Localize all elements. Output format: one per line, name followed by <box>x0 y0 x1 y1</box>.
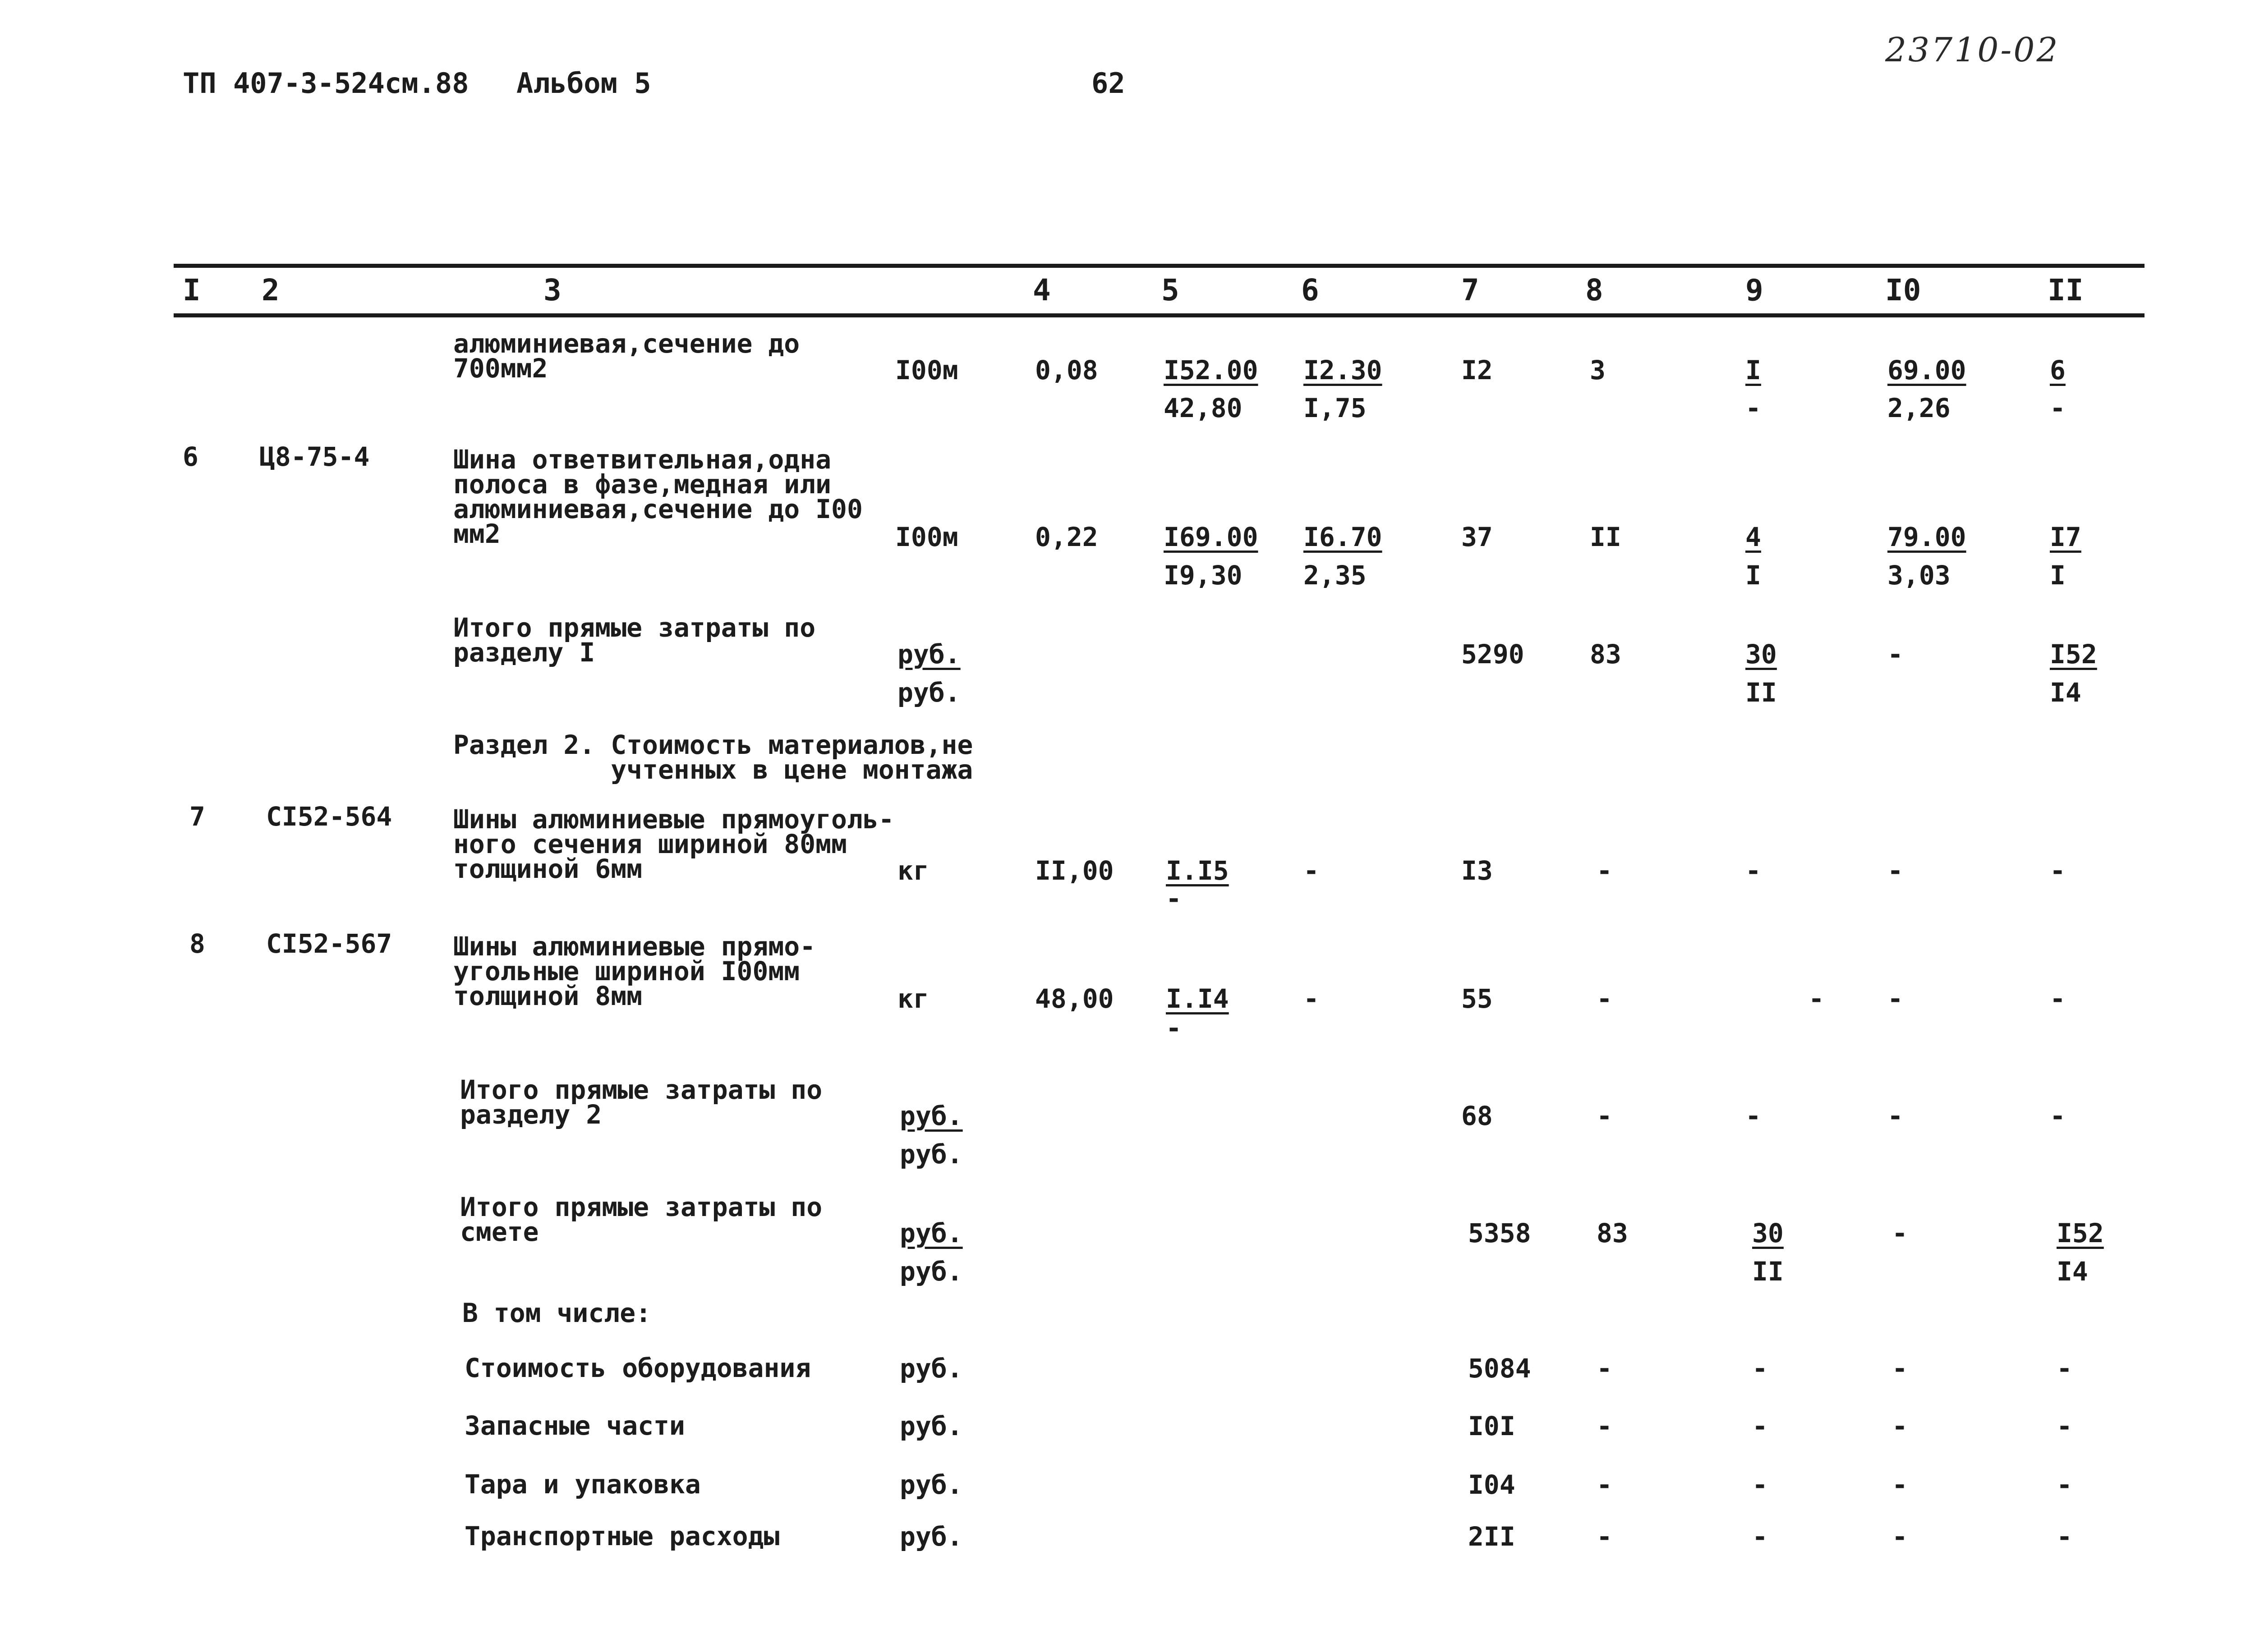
unit-cost-wage-cell: I9,30 <box>1164 560 1243 591</box>
labor-unit-cell: - <box>1887 639 1903 670</box>
unit-cell: руб. <box>900 1101 963 1131</box>
wage-cell: 3 <box>1590 355 1606 385</box>
wage-cell: - <box>1597 1521 1612 1552</box>
wage-cell: II <box>1590 522 1621 552</box>
labor-total-cell: I52 <box>2057 1218 2104 1248</box>
wage-cell: - <box>1597 855 1612 886</box>
unit-cost-wage-cell: - <box>1166 1013 1182 1043</box>
machine-total-cell: - <box>1752 1469 1768 1500</box>
labor-unit-cell: - <box>1892 1521 1908 1552</box>
unit-cell: кг <box>897 855 929 886</box>
labor-total-mach-cell: - <box>2050 393 2066 423</box>
wage-cell: - <box>1597 1469 1612 1500</box>
unit-cell: руб. <box>900 1256 963 1287</box>
total-cost-cell: 5084 <box>1468 1353 1531 1384</box>
machine-total-cell: - <box>1752 1411 1768 1441</box>
unit-cell: руб. <box>897 677 961 708</box>
section-heading: Раздел 2. Стоимость материалов,не учтенных в цене монтажа <box>453 730 973 785</box>
machine-total-cell: 30 <box>1752 1218 1784 1248</box>
unit-cell: I00м <box>895 355 958 385</box>
row-number: 7 <box>189 801 205 832</box>
column-header: I <box>183 273 201 307</box>
labor-unit-cell: - <box>1887 983 1903 1014</box>
column-header: 8 <box>1585 273 1603 307</box>
subtotal-label: Итого прямые затраты по смете <box>460 1192 823 1247</box>
including-label: В том числе: <box>462 1298 652 1328</box>
unit-cell: руб. <box>900 1469 963 1500</box>
subtotal-label: Итого прямые затраты по разделу I <box>453 612 816 668</box>
table-top-rule <box>174 264 2145 268</box>
labor-unit-cell: - <box>1892 1469 1908 1500</box>
wage-cell: 83 <box>1590 639 1621 670</box>
machine-total-cell: - <box>1745 1101 1761 1131</box>
unit-cell: руб. <box>900 1139 963 1170</box>
machine-total-wage-cell: - <box>1745 393 1761 423</box>
total-cost-cell: 2II <box>1468 1521 1515 1552</box>
document-code: ТП 407-3-524см.88 <box>183 67 469 100</box>
unit-cell: руб. <box>900 1218 963 1248</box>
column-header: 5 <box>1161 273 1179 307</box>
item-description: Шины алюминиевые прямо- угольные шириной I00мм толщиной 8мм <box>453 931 816 1011</box>
labor-total-cell: - <box>2050 855 2066 886</box>
wage-cell: 83 <box>1597 1218 1628 1248</box>
labor-total-cell: - <box>2057 1353 2072 1384</box>
labor-unit-cell: - <box>1887 855 1903 886</box>
total-cost-cell: I0I <box>1468 1411 1515 1441</box>
unit-cost-wage-cell: - <box>1166 883 1182 914</box>
labor-unit-cell: - <box>1892 1353 1908 1384</box>
row-number: 6 <box>183 441 198 472</box>
unit-cost-cell: I.I4 <box>1166 983 1229 1014</box>
total-cost-cell: 55 <box>1461 983 1493 1014</box>
subtotal-label: Итого прямые затраты по разделу 2 <box>460 1074 823 1130</box>
item-description: Тара и упаковка <box>465 1469 701 1500</box>
item-description: Транспортные расходы <box>465 1521 780 1551</box>
machine-total-wage-cell: II <box>1745 677 1777 708</box>
machine-cost-cell: - <box>1303 855 1319 886</box>
item-description: Стоимость оборудования <box>465 1353 811 1383</box>
unit-cost-cell: I52.00 <box>1164 355 1258 385</box>
labor-total-cell: 6 <box>2050 355 2066 385</box>
labor-unit-cell: - <box>1892 1411 1908 1441</box>
labor-total-cell: I7 <box>2050 522 2081 552</box>
table-header-rule <box>174 313 2145 317</box>
price-code: СI52-567 <box>266 928 392 959</box>
labor-total-cell: - <box>2057 1411 2072 1441</box>
column-header: 4 <box>1033 273 1051 307</box>
wage-cell: - <box>1597 983 1612 1014</box>
quantity-cell: 0,22 <box>1035 522 1098 552</box>
labor-total-cell: - <box>2050 1101 2066 1131</box>
column-header: I0 <box>1885 273 1921 307</box>
labor-unit-cell: - <box>1892 1218 1908 1248</box>
unit-cost-cell: I69.00 <box>1164 522 1258 552</box>
machine-total-cell: - <box>1752 1521 1768 1552</box>
machine-total-cell: 4 <box>1745 522 1761 552</box>
total-cost-cell: 5358 <box>1468 1218 1531 1248</box>
machine-total-cell: - <box>1745 855 1761 886</box>
total-cost-cell: 37 <box>1461 522 1493 552</box>
unit-cell: руб. <box>900 1353 963 1384</box>
machine-wage-cell: 2,35 <box>1303 560 1367 591</box>
album-label: Альбом 5 <box>516 67 651 100</box>
item-description: Шина ответвительная,одна полоса в фазе,медная или алюминиевая,сечение до I00 мм2 <box>453 444 863 549</box>
item-description: алюминиевая,сечение до 700мм2 <box>453 328 800 384</box>
quantity-cell: 48,00 <box>1035 983 1114 1014</box>
machine-wage-cell: I,75 <box>1303 393 1367 423</box>
labor-total-cell: - <box>2057 1521 2072 1552</box>
total-cost-cell: I2 <box>1461 355 1493 385</box>
unit-cell: кг <box>897 983 929 1014</box>
labor-total-mach-cell: I4 <box>2057 1256 2088 1287</box>
column-header: 2 <box>262 273 280 307</box>
labor-total-cell: - <box>2057 1469 2072 1500</box>
labor-total-cell: - <box>2050 983 2066 1014</box>
archive-stamp: 23710-02 <box>1885 31 2060 69</box>
unit-cell: руб. <box>900 1521 963 1552</box>
price-code: СI52-564 <box>266 801 392 832</box>
labor-unit-mach-cell: 2,26 <box>1887 393 1951 423</box>
labor-unit-mach-cell: 3,03 <box>1887 560 1951 591</box>
unit-cell: I00м <box>895 522 958 552</box>
labor-unit-cell: 69.00 <box>1887 355 1966 385</box>
column-header: II <box>2048 273 2084 307</box>
labor-total-mach-cell: I <box>2050 560 2066 591</box>
machine-total-cell: I <box>1745 355 1761 385</box>
quantity-cell: 0,08 <box>1035 355 1098 385</box>
total-cost-cell: I04 <box>1468 1469 1515 1500</box>
machine-cost-cell: I2.30 <box>1303 355 1382 385</box>
total-cost-cell: 5290 <box>1461 639 1524 670</box>
labor-total-mach-cell: I4 <box>2050 677 2081 708</box>
page-number: 62 <box>1091 67 1125 100</box>
price-code: Ц8-75-4 <box>259 441 370 472</box>
labor-total-cell: I52 <box>2050 639 2097 670</box>
machine-total-wage-cell: I <box>1745 560 1761 591</box>
column-header: 7 <box>1461 273 1479 307</box>
unit-cell: руб. <box>900 1411 963 1441</box>
machine-total-cell: - <box>1752 1353 1768 1384</box>
labor-unit-cell: - <box>1887 1101 1903 1131</box>
column-header: 3 <box>543 273 561 307</box>
unit-cell: руб. <box>897 639 961 670</box>
machine-total-cell: 30 <box>1745 639 1777 670</box>
machine-cost-cell: I6.70 <box>1303 522 1382 552</box>
machine-total-wage-cell: II <box>1752 1256 1784 1287</box>
column-header: 6 <box>1301 273 1319 307</box>
wage-cell: - <box>1597 1411 1612 1441</box>
unit-cost-wage-cell: 42,80 <box>1164 393 1243 423</box>
machine-cost-cell: - <box>1303 983 1319 1014</box>
wage-cell: - <box>1597 1101 1612 1131</box>
item-description: Запасные части <box>465 1410 685 1441</box>
unit-cost-cell: I.I5 <box>1166 855 1229 886</box>
total-cost-cell: I3 <box>1461 855 1493 886</box>
quantity-cell: II,00 <box>1035 855 1114 886</box>
machine-total-cell: - <box>1809 983 1824 1014</box>
item-description: Шины алюминиевые прямоуголь- ного сечения шириной 80мм толщиной 6мм <box>453 804 894 884</box>
labor-unit-cell: 79.00 <box>1887 522 1966 552</box>
row-number: 8 <box>189 928 205 959</box>
wage-cell: - <box>1597 1353 1612 1384</box>
total-cost-cell: 68 <box>1461 1101 1493 1131</box>
column-header: 9 <box>1745 273 1763 307</box>
